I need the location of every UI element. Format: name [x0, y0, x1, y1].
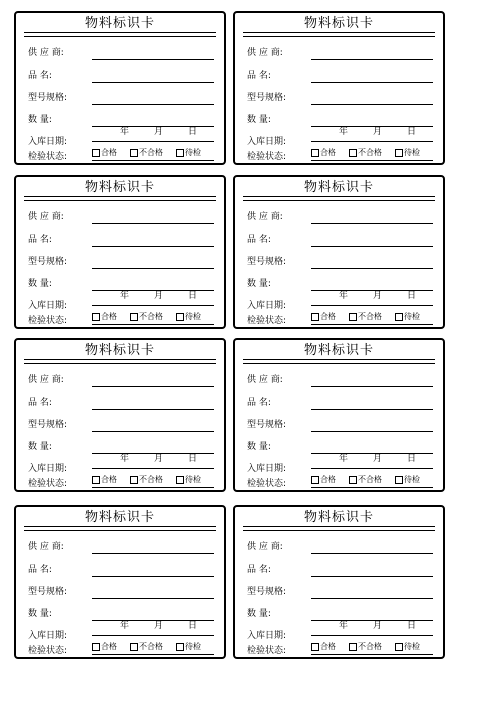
- checkbox-icon[interactable]: [349, 476, 357, 484]
- title-double-rule: [243, 196, 435, 201]
- checkbox-icon[interactable]: [395, 149, 403, 157]
- date-unit: 年: [339, 291, 349, 301]
- date-input-line[interactable]: [311, 468, 433, 469]
- date-unit: 日: [407, 454, 417, 464]
- date-input-line[interactable]: [92, 468, 214, 469]
- date-label: 入库日期:: [28, 464, 68, 474]
- card-title: 物料标识卡: [303, 343, 374, 358]
- date-unit: 年: [120, 454, 130, 464]
- material-id-card: [14, 505, 226, 659]
- title-double-rule: [24, 196, 216, 201]
- material-id-card: [233, 11, 445, 165]
- status-option-pass[interactable]: [92, 147, 117, 159]
- status-option-pending[interactable]: [176, 311, 201, 323]
- field-input-line[interactable]: [311, 59, 433, 60]
- title-double-rule: [243, 32, 435, 37]
- field-label: 品 名:: [28, 71, 52, 81]
- date-input-line[interactable]: [92, 305, 214, 306]
- date-unit: 年: [120, 621, 130, 631]
- status-option-fail[interactable]: [130, 474, 163, 486]
- status-option-pending[interactable]: [395, 147, 420, 159]
- field-input-line[interactable]: [311, 246, 433, 247]
- status-option-label: 不合格: [358, 642, 382, 651]
- field-input-line[interactable]: [92, 386, 214, 387]
- checkbox-icon[interactable]: [176, 476, 184, 484]
- checkbox-icon[interactable]: [311, 643, 319, 651]
- field-label: 型号规格:: [28, 587, 68, 597]
- date-unit: 日: [407, 127, 417, 137]
- status-option-label: 合格: [101, 475, 117, 484]
- date-label: 入库日期:: [28, 301, 68, 311]
- date-unit: 月: [154, 454, 164, 464]
- card-title: 物料标识卡: [303, 16, 374, 31]
- status-option-label: 不合格: [139, 475, 163, 484]
- status-option-label: 合格: [101, 148, 117, 157]
- date-unit: 月: [373, 291, 383, 301]
- status-option-label: 不合格: [358, 312, 382, 321]
- checkbox-icon[interactable]: [130, 643, 138, 651]
- date-label: 入库日期:: [247, 631, 287, 641]
- status-option-pass[interactable]: [311, 641, 336, 653]
- checkbox-icon[interactable]: [176, 313, 184, 321]
- status-label: 检验状态:: [247, 646, 287, 656]
- status-option-fail[interactable]: [349, 474, 382, 486]
- field-input-line[interactable]: [311, 386, 433, 387]
- status-option-label: 合格: [320, 312, 336, 321]
- field-label: 数 量:: [247, 279, 271, 289]
- checkbox-icon[interactable]: [395, 643, 403, 651]
- field-input-line[interactable]: [92, 553, 214, 554]
- field-input-line[interactable]: [311, 82, 433, 83]
- checkbox-icon[interactable]: [130, 149, 138, 157]
- material-id-card: [233, 338, 445, 492]
- status-option-pending[interactable]: [176, 474, 201, 486]
- status-underline: [92, 324, 214, 325]
- date-unit: 日: [407, 621, 417, 631]
- date-input-line[interactable]: [92, 141, 214, 142]
- status-option-label: 待检: [185, 475, 201, 484]
- checkbox-icon[interactable]: [311, 149, 319, 157]
- checkbox-icon[interactable]: [92, 476, 100, 484]
- field-label: 供 应 商:: [247, 212, 283, 222]
- status-option-label: 不合格: [139, 312, 163, 321]
- field-input-line[interactable]: [92, 576, 214, 577]
- status-option-label: 待检: [404, 475, 420, 484]
- date-input-line[interactable]: [311, 141, 433, 142]
- status-option-label: 待检: [404, 148, 420, 157]
- date-input-line[interactable]: [92, 635, 214, 636]
- field-input-line[interactable]: [92, 246, 214, 247]
- field-label: 供 应 商:: [28, 48, 64, 58]
- field-label: 数 量:: [247, 609, 271, 619]
- date-unit: 月: [373, 621, 383, 631]
- date-unit: 月: [373, 454, 383, 464]
- checkbox-icon[interactable]: [130, 313, 138, 321]
- date-unit: 日: [188, 291, 198, 301]
- status-option-label: 待检: [185, 148, 201, 157]
- field-input-line[interactable]: [311, 553, 433, 554]
- field-label: 品 名:: [28, 235, 52, 245]
- field-label: 品 名:: [247, 235, 271, 245]
- status-option-label: 合格: [320, 642, 336, 651]
- field-input-line[interactable]: [92, 82, 214, 83]
- field-input-line[interactable]: [311, 576, 433, 577]
- date-unit: 月: [154, 127, 164, 137]
- status-option-fail[interactable]: [130, 311, 163, 323]
- status-option-label: 不合格: [358, 475, 382, 484]
- status-option-label: 待检: [404, 642, 420, 651]
- status-underline: [311, 654, 433, 655]
- field-label: 数 量:: [247, 442, 271, 452]
- status-option-fail[interactable]: [349, 311, 382, 323]
- card-title: 物料标识卡: [84, 180, 155, 195]
- status-label: 检验状态:: [28, 316, 68, 326]
- title-double-rule: [24, 526, 216, 531]
- card-title: 物料标识卡: [84, 16, 155, 31]
- status-option-pass[interactable]: [311, 474, 336, 486]
- field-input-line[interactable]: [311, 268, 433, 269]
- status-label: 检验状态:: [247, 479, 287, 489]
- title-double-rule: [243, 359, 435, 364]
- date-unit: 日: [407, 291, 417, 301]
- status-underline: [311, 160, 433, 161]
- field-label: 数 量:: [28, 279, 52, 289]
- card-title: 物料标识卡: [303, 180, 374, 195]
- checkbox-icon[interactable]: [130, 476, 138, 484]
- material-id-card: [233, 175, 445, 329]
- field-input-line[interactable]: [92, 409, 214, 410]
- status-option-pending[interactable]: [176, 641, 201, 653]
- checkbox-icon[interactable]: [311, 313, 319, 321]
- checkbox-icon[interactable]: [311, 476, 319, 484]
- card-title: 物料标识卡: [84, 343, 155, 358]
- date-label: 入库日期:: [28, 137, 68, 147]
- field-label: 型号规格:: [247, 257, 287, 267]
- field-input-line[interactable]: [92, 268, 214, 269]
- field-input-line[interactable]: [311, 223, 433, 224]
- status-option-pass[interactable]: [311, 311, 336, 323]
- field-label: 型号规格:: [28, 93, 68, 103]
- checkbox-icon[interactable]: [176, 643, 184, 651]
- card-title: 物料标识卡: [84, 510, 155, 525]
- date-input-line[interactable]: [311, 305, 433, 306]
- field-label: 供 应 商:: [28, 375, 64, 385]
- date-unit: 年: [120, 291, 130, 301]
- field-input-line[interactable]: [311, 104, 433, 105]
- field-input-line[interactable]: [92, 223, 214, 224]
- material-id-card: [14, 11, 226, 165]
- checkbox-icon[interactable]: [176, 149, 184, 157]
- status-option-label: 合格: [101, 312, 117, 321]
- field-label: 型号规格:: [247, 420, 287, 430]
- date-unit: 年: [339, 621, 349, 631]
- status-label: 检验状态:: [247, 152, 287, 162]
- date-unit: 月: [154, 291, 164, 301]
- field-label: 型号规格:: [247, 587, 287, 597]
- title-double-rule: [243, 526, 435, 531]
- checkbox-icon[interactable]: [92, 313, 100, 321]
- field-label: 数 量:: [28, 609, 52, 619]
- checkbox-icon[interactable]: [349, 149, 357, 157]
- field-input-line[interactable]: [311, 598, 433, 599]
- status-option-fail[interactable]: [349, 147, 382, 159]
- status-option-label: 待检: [185, 312, 201, 321]
- status-option-label: 待检: [404, 312, 420, 321]
- date-unit: 日: [188, 127, 198, 137]
- field-label: 型号规格:: [28, 420, 68, 430]
- material-id-card: [14, 175, 226, 329]
- field-label: 数 量:: [247, 115, 271, 125]
- date-input-line[interactable]: [311, 635, 433, 636]
- status-option-pass[interactable]: [92, 311, 117, 323]
- date-unit: 年: [339, 454, 349, 464]
- status-option-pass[interactable]: [311, 147, 336, 159]
- status-label: 检验状态:: [28, 479, 68, 489]
- field-label: 型号规格:: [28, 257, 68, 267]
- field-input-line[interactable]: [92, 59, 214, 60]
- field-input-line[interactable]: [92, 598, 214, 599]
- field-label: 数 量:: [28, 115, 52, 125]
- checkbox-icon[interactable]: [92, 149, 100, 157]
- field-input-line[interactable]: [311, 431, 433, 432]
- status-option-fail[interactable]: [130, 641, 163, 653]
- field-label: 品 名:: [247, 565, 271, 575]
- date-label: 入库日期:: [247, 137, 287, 147]
- field-input-line[interactable]: [92, 104, 214, 105]
- status-option-fail[interactable]: [130, 147, 163, 159]
- status-underline: [92, 487, 214, 488]
- field-label: 供 应 商:: [28, 542, 64, 552]
- date-label: 入库日期:: [247, 464, 287, 474]
- status-option-pending[interactable]: [395, 641, 420, 653]
- field-label: 型号规格:: [247, 93, 287, 103]
- checkbox-icon[interactable]: [395, 313, 403, 321]
- status-option-pending[interactable]: [176, 147, 201, 159]
- date-unit: 月: [154, 621, 164, 631]
- date-unit: 日: [188, 454, 198, 464]
- status-option-pending[interactable]: [395, 311, 420, 323]
- field-input-line[interactable]: [311, 409, 433, 410]
- field-label: 供 应 商:: [247, 375, 283, 385]
- status-underline: [92, 654, 214, 655]
- title-double-rule: [24, 32, 216, 37]
- status-option-label: 合格: [320, 475, 336, 484]
- status-label: 检验状态:: [28, 646, 68, 656]
- status-option-pass[interactable]: [92, 474, 117, 486]
- status-label: 检验状态:: [247, 316, 287, 326]
- field-label: 品 名:: [28, 565, 52, 575]
- field-label: 品 名:: [247, 71, 271, 81]
- checkbox-icon[interactable]: [349, 643, 357, 651]
- field-label: 数 量:: [28, 442, 52, 452]
- status-option-label: 不合格: [139, 148, 163, 157]
- field-label: 供 应 商:: [28, 212, 64, 222]
- material-id-card: [233, 505, 445, 659]
- date-unit: 日: [188, 621, 198, 631]
- date-label: 入库日期:: [247, 301, 287, 311]
- status-option-label: 不合格: [358, 148, 382, 157]
- checkbox-icon[interactable]: [349, 313, 357, 321]
- checkbox-icon[interactable]: [92, 643, 100, 651]
- title-double-rule: [24, 359, 216, 364]
- status-underline: [311, 487, 433, 488]
- status-option-label: 不合格: [139, 642, 163, 651]
- date-unit: 年: [339, 127, 349, 137]
- checkbox-icon[interactable]: [395, 476, 403, 484]
- status-underline: [311, 324, 433, 325]
- status-option-label: 合格: [101, 642, 117, 651]
- status-label: 检验状态:: [28, 152, 68, 162]
- field-label: 品 名:: [247, 398, 271, 408]
- status-option-fail[interactable]: [349, 641, 382, 653]
- status-option-label: 合格: [320, 148, 336, 157]
- status-option-pending[interactable]: [395, 474, 420, 486]
- field-input-line[interactable]: [92, 431, 214, 432]
- date-unit: 月: [373, 127, 383, 137]
- status-option-pass[interactable]: [92, 641, 117, 653]
- status-underline: [92, 160, 214, 161]
- date-unit: 年: [120, 127, 130, 137]
- field-label: 品 名:: [28, 398, 52, 408]
- date-label: 入库日期:: [28, 631, 68, 641]
- field-label: 供 应 商:: [247, 542, 283, 552]
- card-title: 物料标识卡: [303, 510, 374, 525]
- status-option-label: 待检: [185, 642, 201, 651]
- material-id-card: [14, 338, 226, 492]
- field-label: 供 应 商:: [247, 48, 283, 58]
